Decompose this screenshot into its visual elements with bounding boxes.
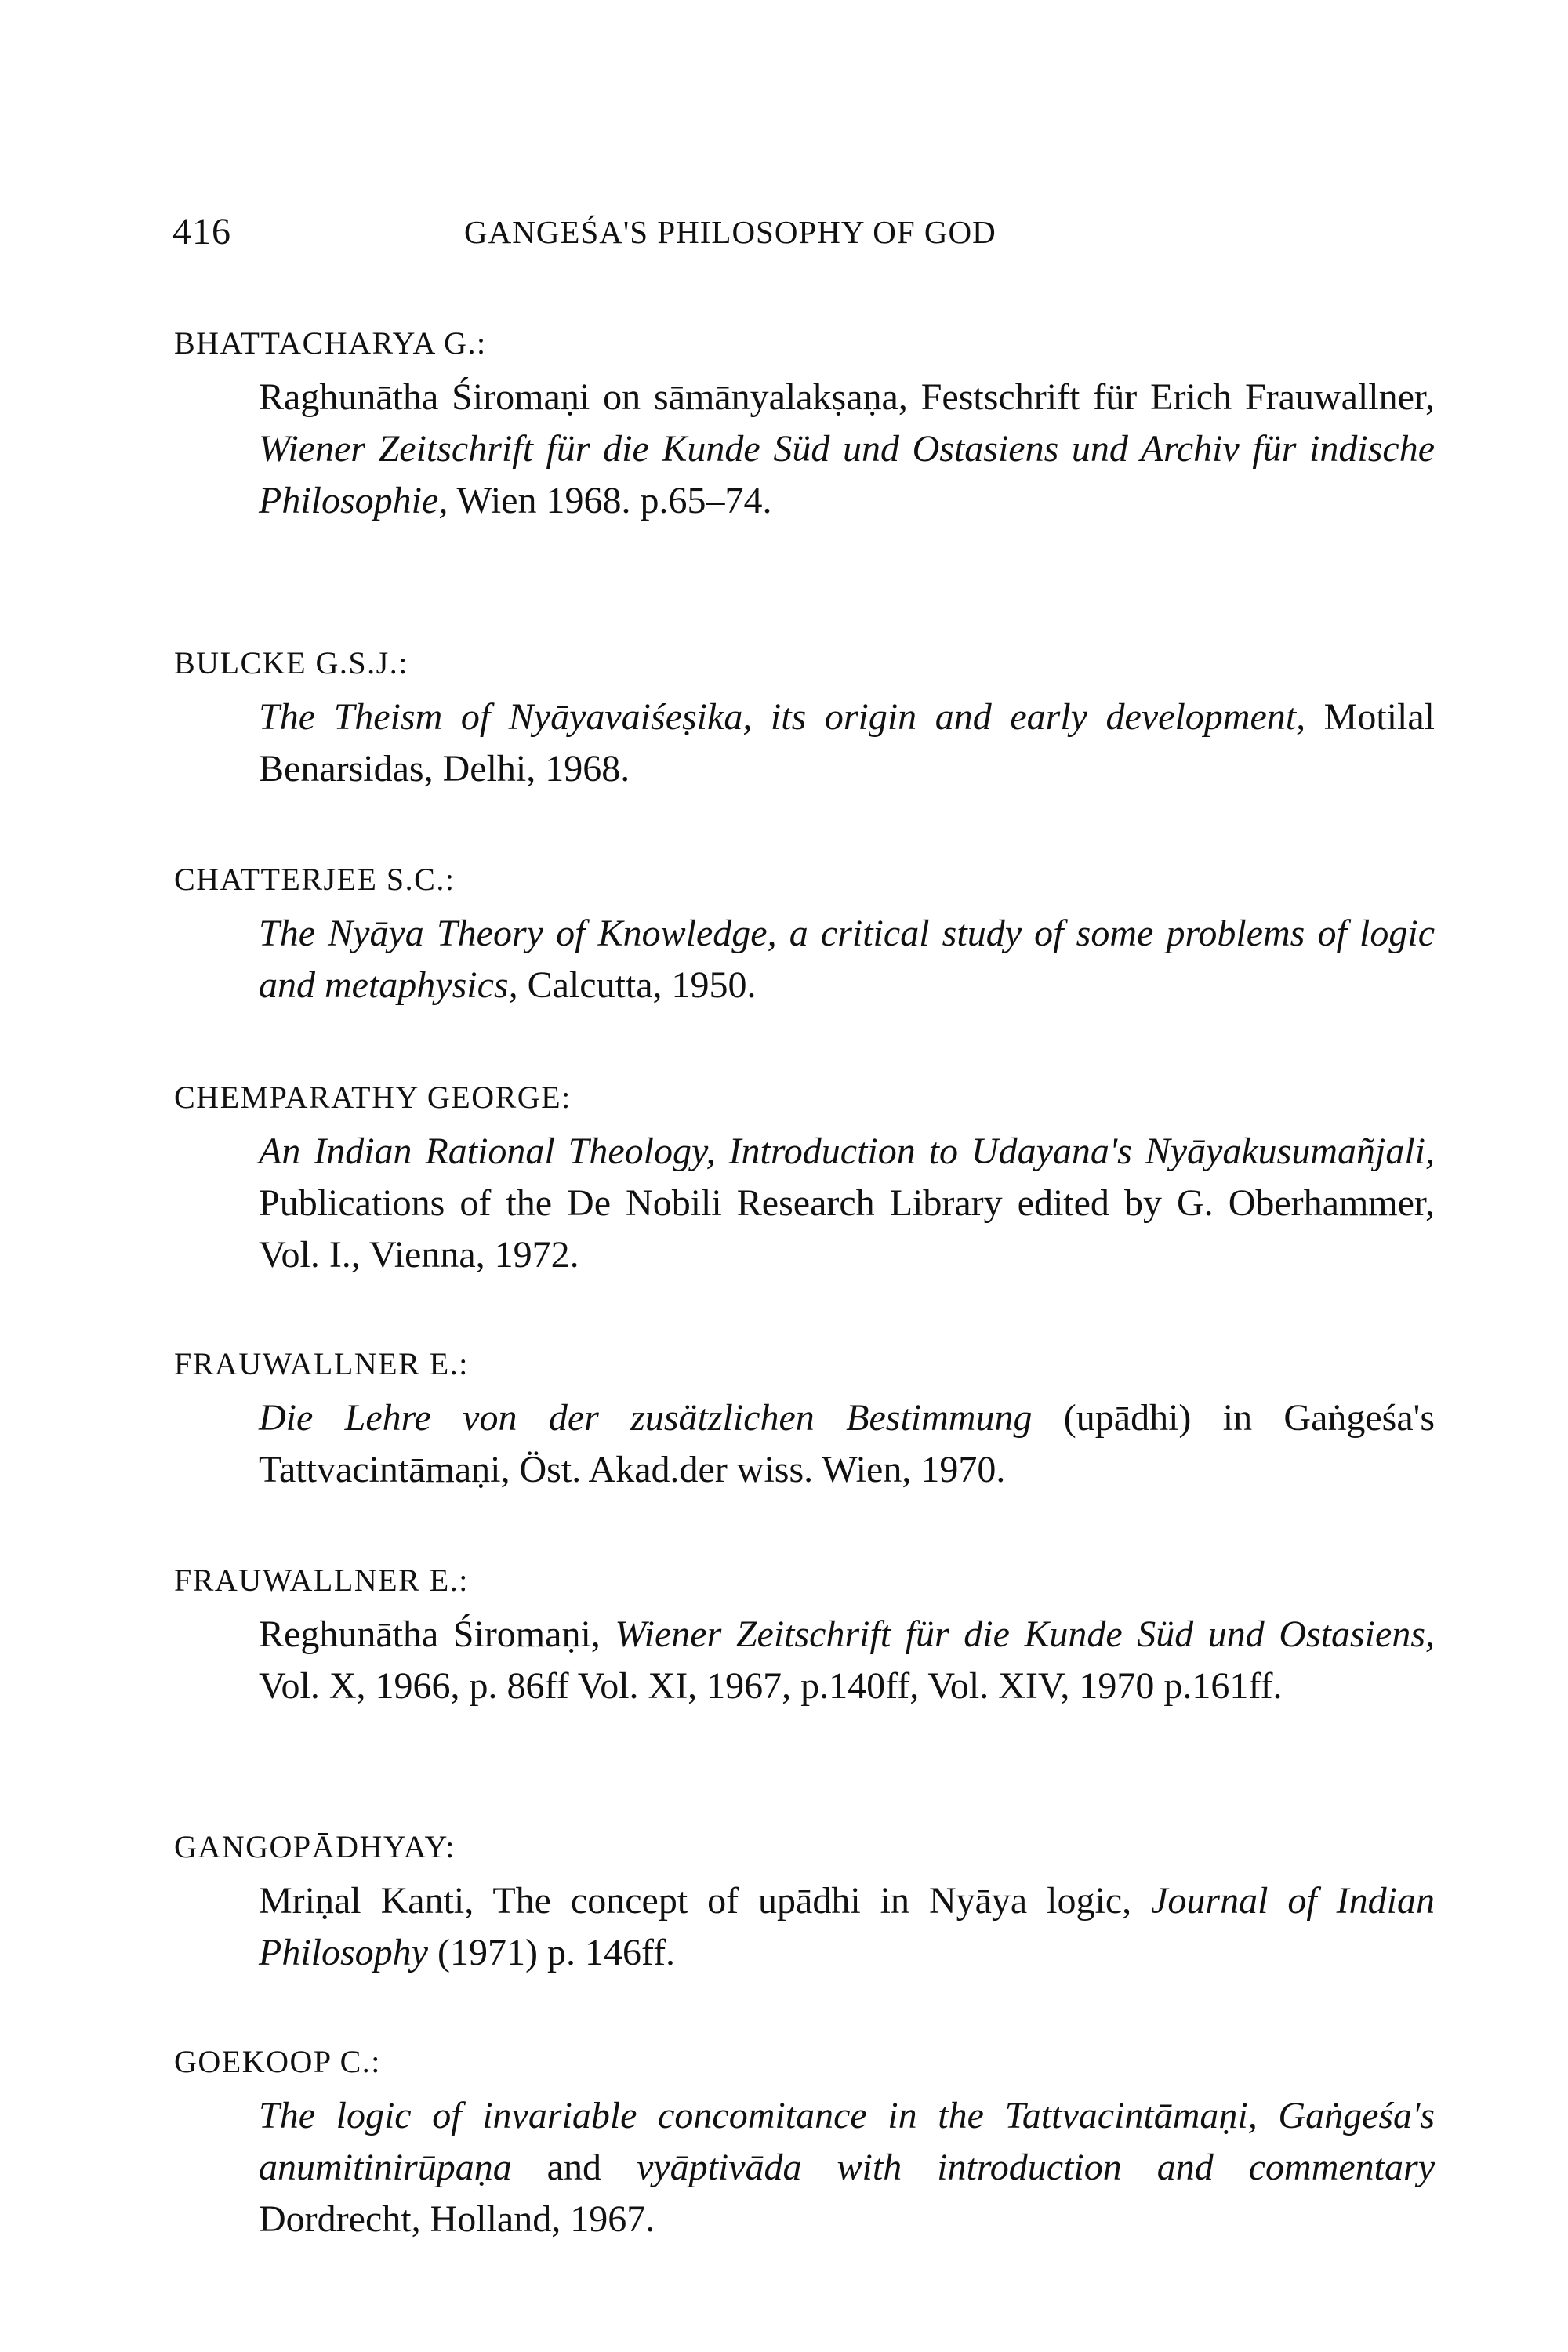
entry-citation — [259, 2090, 1435, 2245]
bibliography-entry — [174, 640, 1435, 795]
entry-author: CHATTERJEE S.C.: — [174, 862, 456, 897]
entry-author: BULCKE G.S.J.: — [174, 645, 408, 681]
entry-citation — [259, 1126, 1435, 1281]
citation-title: An Indian Rational Theology, Introduction to Udayana's Nyāyakusumañjali, — [259, 1131, 1435, 1172]
citation-text: Wien 1968. p.65–74. — [448, 480, 772, 521]
bibliography-entry — [174, 320, 1435, 527]
citation-text: Motilal Benarsidas, Delhi, 1968. — [259, 696, 1435, 789]
citation-text: (1971) p. 146ff. — [427, 1932, 676, 1973]
page-header — [172, 210, 1427, 265]
citation-text: Publications of the De Nobili Research Library edited by G. Oberhammer, Vol. I., Vienna, 1972. — [259, 1182, 1435, 1276]
citation-text: Reghunātha Śiromaṇi, — [259, 1613, 615, 1655]
citation-title: Die Lehre von der zusätzlichen Bestimmung — [259, 1397, 1033, 1439]
entry-author: CHEMPARATHY GEORGE: — [174, 1080, 572, 1115]
citation-text: and — [511, 2147, 637, 2188]
bibliography-entry — [174, 2038, 1435, 2245]
running-title: GANGEŚA'S PHILOSOPHY OF GOD — [464, 214, 996, 250]
citation-title: The Nyāya Theory of Knowledge, a critical study of some problems of logic and metaphysics, — [259, 913, 1435, 1006]
entry-author: FRAUWALLNER E.: — [174, 1346, 469, 1381]
citation-title: The Theism of Nyāyavaiśeṣika, its origin and early development, — [259, 696, 1306, 738]
citation-title: Wiener Zeitschrift für die Kunde Süd und Ostasiens, — [615, 1613, 1435, 1655]
bibliography-entry — [174, 856, 1435, 1011]
citation-text: (upādhi) in Gaṅgeśa's Tattvacintāmaṇi, Öst. Akad.der wiss. Wien, 1970. — [259, 1397, 1435, 1490]
citation-title: The logic of invariable concomitance in the Tattvacintāmaṇi, Gaṅgeśa's anumitinirūpaṇa — [259, 2095, 1435, 2188]
bibliography-entry — [174, 1341, 1435, 1496]
page-number: 416 — [172, 211, 231, 252]
bibliography-entry — [174, 1557, 1435, 1712]
entry-author: GOEKOOP C.: — [174, 2044, 381, 2079]
citation-text: Mriṇal Kanti, The concept of upādhi in Nyāya logic, — [259, 1880, 1152, 1922]
entry-citation — [259, 1392, 1435, 1496]
citation-title: Journal of Indian Philosophy — [259, 1880, 1435, 1973]
citation-title: vyāptivāda with introduction and commentary — [636, 2147, 1435, 2188]
citation-text: Vol. X, 1966, p. 86ff Vol. XI, 1967, p.140ff, Vol. XIV, 1970 p.161ff. — [259, 1665, 1283, 1707]
citation-text: Calcutta, 1950. — [517, 964, 757, 1006]
bibliography-entry — [174, 1824, 1435, 1979]
entry-citation — [259, 372, 1435, 527]
citation-title: Wiener Zeitschrift für die Kunde Süd und Ostasiens und Archiv für indische Philosophie, — [259, 428, 1435, 521]
entry-citation — [259, 1875, 1435, 1979]
entry-citation — [259, 691, 1435, 795]
entry-citation — [259, 908, 1435, 1011]
entry-citation — [259, 1609, 1435, 1712]
bibliography-entry — [174, 1074, 1435, 1281]
citation-text: Raghunātha Śiromaṇi on sāmānyalakṣaṇa, Festschrift für Erich Frauwallner, — [259, 376, 1435, 418]
entry-author: BHATTACHARYA G.: — [174, 325, 487, 361]
entry-author: GANGOPĀDHYAY: — [174, 1829, 456, 1864]
entry-author: FRAUWALLNER E.: — [174, 1563, 469, 1598]
citation-text: Dordrecht, Holland, 1967. — [259, 2198, 655, 2240]
